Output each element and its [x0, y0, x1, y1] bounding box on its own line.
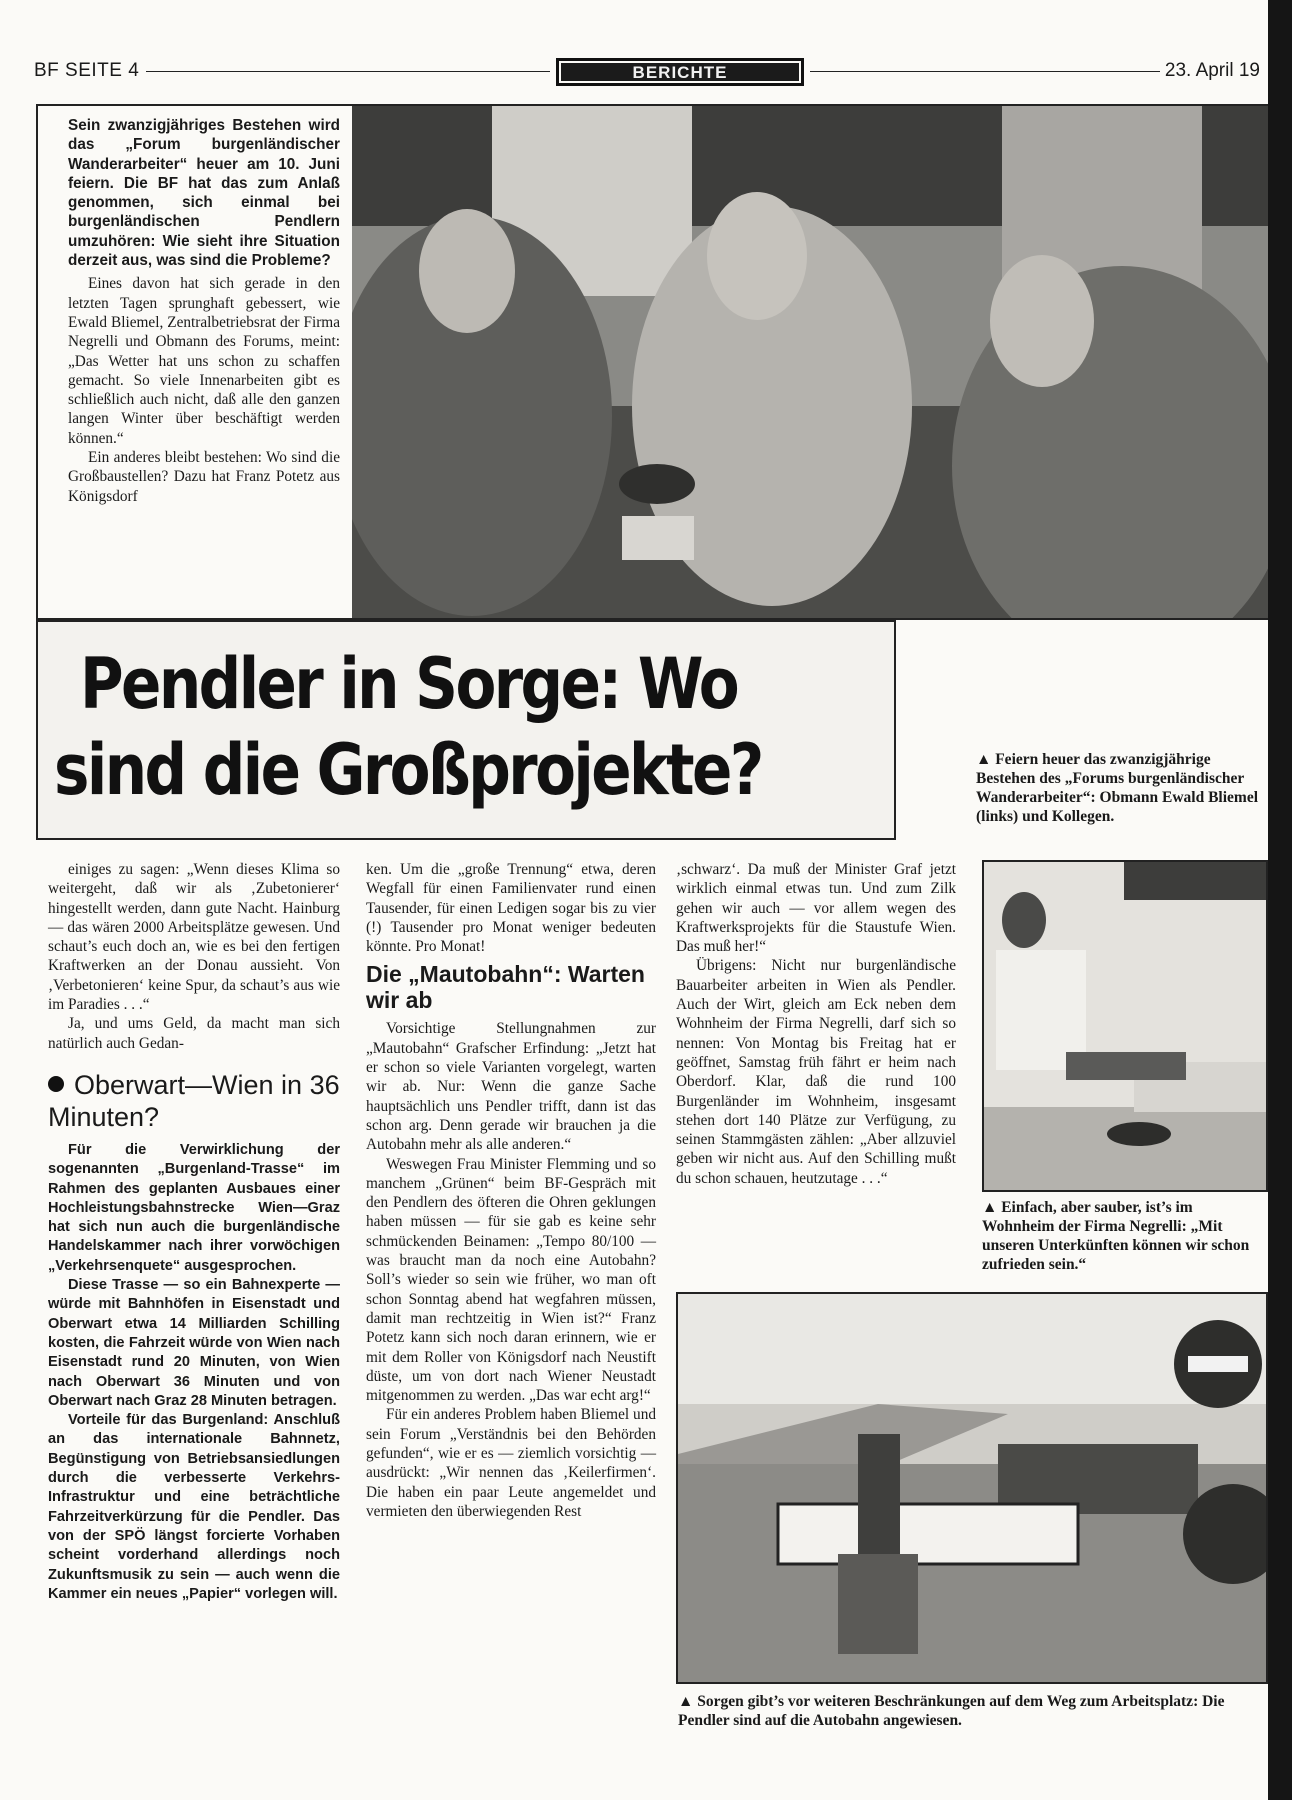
intro-block	[68, 116, 340, 506]
col1-paragraph-2: Ja, und ums Geld, da macht man sich natürlich auch Gedan-	[48, 1015, 340, 1052]
headline-box	[36, 620, 896, 840]
caption-bottom-text: ▲ Sorgen gibt’s vor weiteren Beschränkungen auf dem Weg zum Arbeitsplatz: Die Pendler sind auf die Autobahn angewiesen.	[678, 1693, 1225, 1729]
issue-date: 23. April 19	[1164, 60, 1260, 81]
photo-pendler-meeting	[352, 106, 1268, 618]
header-rule-left	[146, 71, 550, 72]
intro-lead: Sein zwanzigjähriges Bestehen wird das „Forum burgenländischer Wanderarbeiter“ heuer am 10. Juni feiern. Die BF hat das zum Anlaß genommen, sich einmal bei burgenländischen Pendlern umzuhören: Wie sieht ihre Situation derzeit aus, was sind die Probleme?	[68, 117, 340, 270]
subhead-oberwart-text: Oberwart—Wien in 36 Minuten?	[48, 1069, 340, 1132]
right-edge-shadow	[1268, 0, 1292, 1800]
column-3	[676, 860, 956, 1188]
caption-middle-photo	[982, 1198, 1268, 1274]
column-2	[366, 860, 656, 1521]
caption-middle-text: ▲ Einfach, aber sauber, ist’s im Wohnheim der Firma Negrelli: „Mit unseren Unterkünften können wir schon zufrieden sein.“	[982, 1199, 1250, 1273]
bullet-dot-icon	[48, 1076, 64, 1092]
subhead-mautobahn: Die „Mautobahn“: Warten wir ab	[366, 961, 645, 1014]
section-label: BERICHTE	[561, 63, 799, 81]
caption-bottom-photo	[678, 1692, 1266, 1730]
photo-wohnheim	[982, 860, 1268, 1192]
col1-paragraph-1: einiges zu sagen: „Wenn dieses Klima so weitergeht, daß wir als ‚Zubetonierer‘ hingestellt werden, dann gute Nacht. Hainburg — das wären 2000 Arbeitsplätze gewesen. Und schaut’s euch doch an, wie es bei den fertigen Kraftwerken an der Donau aussieht. Von ‚Verbetonieren‘ keine Spur, da schaut’s aus wie im Paradies . . .“	[48, 861, 340, 1014]
col2-paragraph-2: Vorsichtige Stellungnahmen zur „Mautobahn“ Grafscher Erfindung: „Jetzt hat er schon so viele Varianten vorgelegt, warten wir ab. Nur: Wenn die ganze Sache hauptsächlich uns Pendler trifft, dann ist das schon arg. Denn gerade wir brauchen ja die Autobahn mehr als alle anderen.“	[366, 1020, 656, 1154]
subhead-oberwart	[48, 1069, 340, 1133]
intro-paragraph-1: Eines davon hat sich gerade in den letzten Tagen sprunghaft gebessert, wie Ewald Bliemel, Zentralbetriebsrat der Firma Negrelli und Obmann des Forums, meint: „Das Wetter hat uns schon zu schaffen gemacht. So viele Innenarbeiten gibt es schließlich auch nicht, daß alle den ganzen langen Winter über beschäftigt werden können.“	[68, 275, 340, 447]
caption-top-text: ▲ Feiern heuer das zwanzigjährige Bestehen des „Forums burgenländischer Wanderarbeiter“: Obmann Ewald Bliemel (links) und Kollegen.	[976, 751, 1259, 825]
photo-autobahn	[676, 1292, 1268, 1684]
col2-paragraph-1: ken. Um die „große Trennung“ etwa, deren Wegfall für einen Familienvater rund einen Tausender, für einen Ledigen sogar bis zu vier (!) Tausender pro Monat weniger bedeuten könnte. Pro Monat!	[366, 861, 656, 956]
col2-paragraph-3: Weswegen Frau Minister Flemming und so manchem „Grünen“ beim BF-Gespräch mit den Pendlern des öfteren die Ohren geklungen haben müssen — für sie gab es keine sehr schmückenden Beinamen: „Tempo 80/100 — was braucht man da noch eine Autobahn? Soll’s wieder so sein wie früher, wo man oft schon Sonntag abend hat wegfahren müssen, damit man rechtzeitig in Wien ist?“ Franz Potetz kann sich noch daran erinnern, wie er mit dem Roller von Königsdorf nach Neustift düste, um von dort nach Wiener Neustadt mitgenommen zu werden. „Das war echt arg!“	[366, 1155, 656, 1405]
header-rule-right	[810, 71, 1160, 72]
column-1	[48, 860, 340, 1604]
col3-paragraph-2: Übrigens: Nicht nur burgenländische Bauarbeiter arbeiten in Wien als Pendler. Auch der Wirt, gleich am Eck neben dem Wohnheim der Firma Negrelli, darf sich so nennen: Von Montag bis Freitag hat er geöffnet, Samstag früh fährt er heim nach Oberdorf. Klar, daß die rund 100 Burgenländer im Wohnheim, insgesamt stehen dort 140 Plätze zur Verfügung, zu seinen Stammgästen zählen: „Aber allzuviel geben wir nicht aus. Auf den Schilling mußt du schon schauen, heutzutage . . .“	[676, 957, 956, 1187]
intro-paragraph-2: Ein anderes bleibt bestehen: Wo sind die Großbaustellen? Dazu hat Franz Potetz aus Königsdorf	[68, 449, 340, 505]
section-label-box	[556, 58, 804, 86]
page-number: BF SEITE 4	[34, 60, 140, 81]
col1-box-paragraph-1: Für die Verwirklichung der sogenannten „Burgenland-Trasse“ im Rahmen des geplanten Ausbaues einer Hochleistungsbahnstrecke Wien—Graz hat sich nun auch die burgenländische Handelskammer nach ihrer vorwöchigen „Verkehrsenquete“ ausgesprochen.	[48, 1141, 340, 1274]
page-header	[34, 58, 1260, 86]
headline-line-1: Pendler in Sorge: Wo	[80, 643, 738, 725]
col2-paragraph-4: Für ein anderes Problem haben Bliemel und sein Forum „Verständnis bei den Behörden gefunden“, wie er es — ziemlich vorsichtig — ausdrückt: „Wir nennen das ‚Keilerfirmen‘. Die haben ein paar Leute angemeldet und vermieten den überwiegenden Rest	[366, 1406, 656, 1520]
caption-top-photo	[976, 750, 1268, 826]
col3-paragraph-1: ‚schwarz‘. Da muß der Minister Graf jetzt wirklich einmal etwas tun. Und zum Zilk gehen wir auch — vor allem wegen des Kraftwerksprojekts für die Staustufe Wien. Das muß her!“	[676, 861, 956, 956]
col1-box-paragraph-3: Vorteile für das Burgenland: Anschluß an das internationale Bahnnetz, Begünstigung von Betriebsansiedlungen durch die verbesserte Verkehrs-Infrastruktur und eine beträchtliche Fahrzeitverkürzung für die Pendler. Das von der SPÖ längst forcierte Vorhaben scheint vorderhand allerdings noch Zukunftsmusik zu sein — auch wenn die Kammer ein neues „Papier“ vorlegen will.	[48, 1412, 340, 1602]
col1-box-paragraph-2: Diese Trasse — so ein Bahnexperte — würde mit Bahnhöfen in Eisenstadt und Oberwart etwa 14 Milliarden Schilling kosten, die Fahrzeit würde von Wien nach Eisenstadt rund 20 Minuten, von Wien nach Oberwart 36 Minuten und von Oberwart nach Graz 28 Minuten betragen.	[48, 1277, 340, 1409]
headline-line-2: sind die Großprojekte?	[54, 729, 762, 811]
